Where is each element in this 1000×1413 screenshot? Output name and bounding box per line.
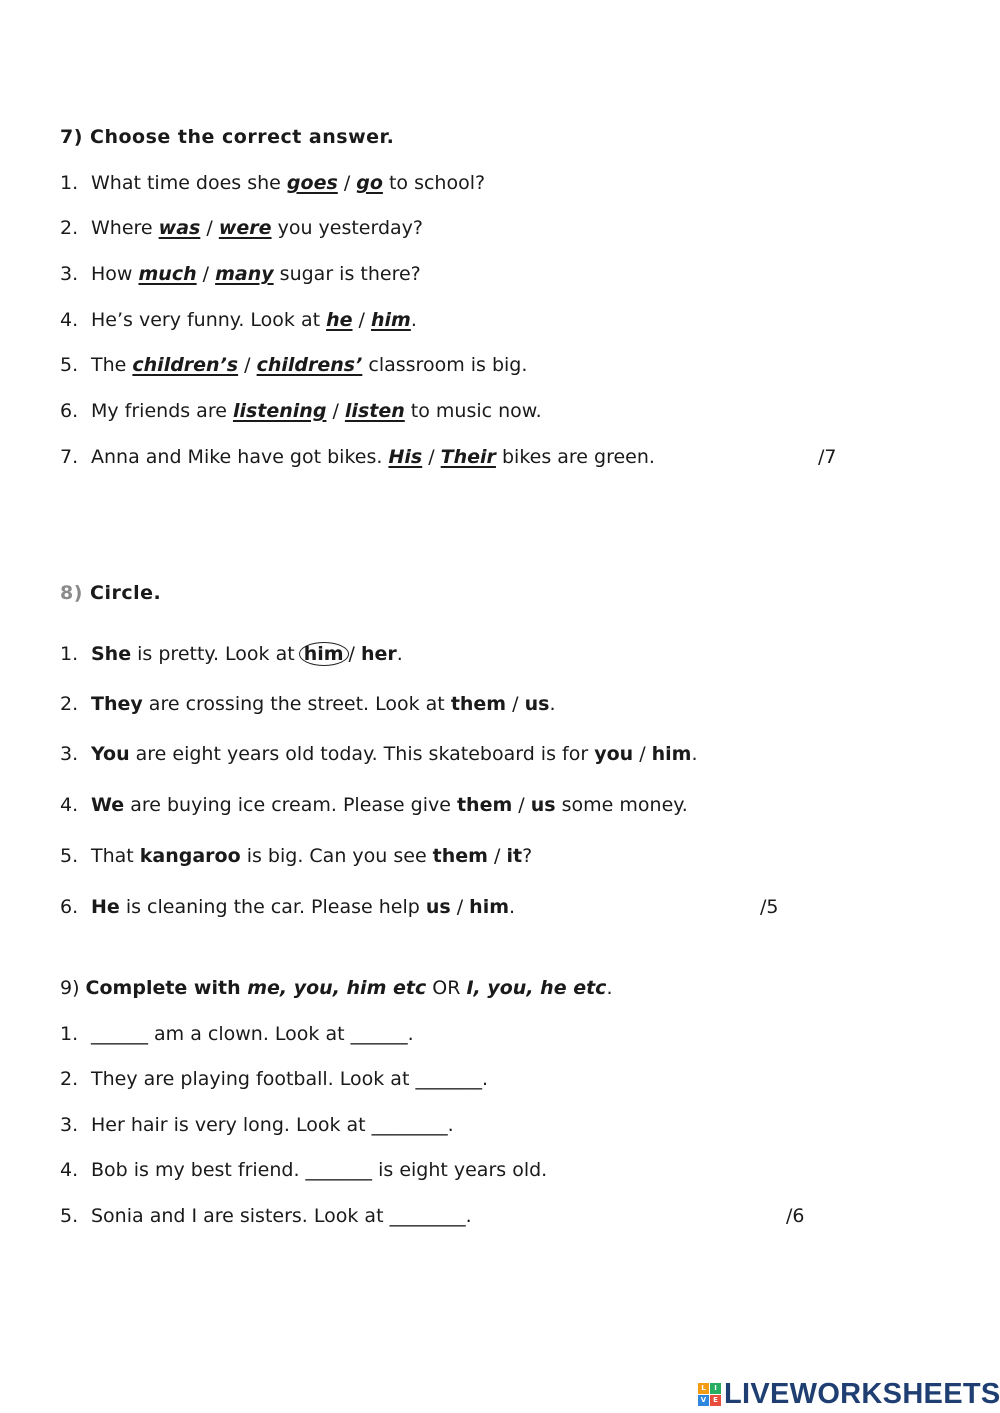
- question-number: 4.: [60, 1159, 79, 1181]
- question-text: What time does she: [91, 172, 287, 194]
- section-9-or: OR: [426, 977, 467, 999]
- answer-option-1[interactable]: much: [138, 263, 197, 285]
- question-text: The: [91, 354, 133, 376]
- fill-in-text[interactable]: They are playing football. Look at _______.: [91, 1068, 488, 1090]
- answer-option-2[interactable]: go: [356, 172, 383, 194]
- question-number: 1.: [60, 172, 79, 194]
- question-text-end: classroom is big.: [362, 354, 528, 376]
- section-9-subject-pronouns: I, you, he etc: [466, 977, 607, 999]
- answer-option-1[interactable]: was: [158, 217, 201, 239]
- question-row: [60, 691, 555, 717]
- section-8-title: Circle.: [82, 582, 162, 604]
- question-text-end: ?: [522, 845, 533, 867]
- logo-mark-square: I: [710, 1383, 721, 1394]
- choice-1[interactable]: them: [456, 794, 513, 816]
- choice-separator: /: [633, 743, 652, 765]
- question-text-end: .: [396, 643, 403, 665]
- choice-1[interactable]: you: [594, 743, 634, 765]
- choice-separator: /: [487, 845, 507, 867]
- section-7-heading: 7) Choose the correct answer.: [60, 126, 395, 148]
- question-row: [60, 398, 542, 424]
- option-separator: /: [352, 309, 371, 331]
- question-row: [60, 170, 485, 196]
- question-number: 1.: [60, 643, 79, 665]
- fill-in-row: [60, 1066, 488, 1092]
- question-number: 5.: [60, 1205, 79, 1227]
- question-number: 3.: [60, 743, 79, 765]
- answer-option-2[interactable]: were: [218, 217, 272, 239]
- question-number: 4.: [60, 309, 79, 331]
- question-prefix: That: [91, 845, 140, 867]
- question-text: is pretty. Look at: [131, 643, 301, 665]
- liveworksheets-logo: [698, 1378, 1000, 1410]
- question-number: 5.: [60, 354, 79, 376]
- answer-option-2[interactable]: many: [215, 263, 274, 285]
- question-number: 2.: [60, 693, 79, 715]
- option-separator: /: [422, 446, 441, 468]
- question-row: [60, 894, 515, 920]
- answer-option-1[interactable]: listening: [232, 400, 327, 422]
- question-row: [60, 444, 655, 470]
- option-separator: /: [326, 400, 345, 422]
- option-separator: /: [238, 354, 257, 376]
- question-number: 5.: [60, 845, 79, 867]
- option-separator: /: [196, 263, 216, 285]
- question-row: [60, 741, 698, 767]
- question-text-end: some money.: [555, 794, 688, 816]
- question-number: 6.: [60, 400, 79, 422]
- logo-text: LIVEWORKSHEETS: [724, 1377, 1000, 1410]
- question-text: are buying ice cream. Please give: [124, 794, 457, 816]
- question-row: [60, 641, 403, 667]
- question-text-end: to music now.: [404, 400, 542, 422]
- question-row: [60, 792, 688, 818]
- question-number: 7.: [60, 446, 79, 468]
- subject-word: We: [91, 794, 125, 816]
- choice-2[interactable]: us: [524, 693, 550, 715]
- question-text: Where: [91, 217, 159, 239]
- fill-in-text[interactable]: Bob is my best friend. _______ is eight years old.: [91, 1159, 548, 1181]
- logo-mark-square: E: [710, 1395, 721, 1406]
- answer-option-2[interactable]: childrens’: [256, 354, 363, 376]
- choice-2[interactable]: her: [361, 643, 397, 665]
- circled-choice-1[interactable]: him: [299, 642, 349, 666]
- answer-option-1[interactable]: children’s: [132, 354, 239, 376]
- subject-word: She: [91, 643, 132, 665]
- question-number: 3.: [60, 1114, 79, 1136]
- section-9-period: .: [606, 977, 613, 999]
- question-row: [60, 352, 527, 378]
- question-text: He’s very funny. Look at: [91, 309, 327, 331]
- choice-2[interactable]: it: [506, 845, 523, 867]
- choice-separator: /: [450, 896, 470, 918]
- choice-separator: /: [512, 794, 531, 816]
- question-text-end: .: [509, 896, 516, 918]
- subject-word: You: [91, 743, 130, 765]
- fill-in-text[interactable]: Her hair is very long. Look at ________.: [91, 1114, 454, 1136]
- answer-option-2[interactable]: him: [371, 309, 411, 331]
- section-9-number: 9): [60, 977, 86, 999]
- section-9-heading: [60, 975, 612, 1001]
- fill-in-text[interactable]: Sonia and I are sisters. Look at ________.: [91, 1205, 472, 1227]
- choice-2[interactable]: him: [469, 896, 510, 918]
- question-text: Anna and Mike have got bikes.: [91, 446, 389, 468]
- fill-in-row: [60, 1021, 414, 1047]
- section-9-object-pronouns: me, you, him etc: [247, 977, 427, 999]
- question-row: [60, 215, 423, 241]
- question-text-end: .: [549, 693, 556, 715]
- question-text: is cleaning the car. Please help: [119, 896, 426, 918]
- fill-in-row: [60, 1157, 547, 1183]
- question-number: 6.: [60, 896, 79, 918]
- question-text-end: sugar is there?: [273, 263, 421, 285]
- choice-separator: /: [348, 643, 361, 665]
- option-separator: /: [200, 217, 219, 239]
- choice-2[interactable]: him: [651, 743, 692, 765]
- question-number: 2.: [60, 217, 79, 239]
- choice-2[interactable]: us: [530, 794, 556, 816]
- logo-mark-square: L: [698, 1383, 709, 1394]
- question-text-end: .: [691, 743, 698, 765]
- question-text: My friends are: [91, 400, 233, 422]
- question-number: 4.: [60, 794, 79, 816]
- question-text: How: [91, 263, 139, 285]
- section-9-title: Complete with: [85, 977, 248, 999]
- question-row: [60, 307, 417, 333]
- question-number: 2.: [60, 1068, 79, 1090]
- logo-mark-square: V: [698, 1395, 709, 1406]
- answer-option-2[interactable]: Their: [440, 446, 496, 468]
- subject-word: He: [91, 896, 120, 918]
- question-row: [60, 843, 532, 869]
- fill-in-text[interactable]: ______ am a clown. Look at ______.: [91, 1023, 414, 1045]
- question-number: 1.: [60, 1023, 79, 1045]
- fill-in-row: [60, 1112, 454, 1138]
- choice-separator: /: [506, 693, 525, 715]
- subject-word: They: [91, 693, 143, 715]
- question-text-end: .: [410, 309, 417, 331]
- question-text: are eight years old today. This skateboard is for: [129, 743, 595, 765]
- subject-word: kangaroo: [139, 845, 241, 867]
- answer-option-2[interactable]: listen: [344, 400, 405, 422]
- answer-option-1[interactable]: he: [326, 309, 353, 331]
- option-separator: /: [337, 172, 357, 194]
- choice-1[interactable]: them: [432, 845, 488, 867]
- section-8-heading: [60, 580, 161, 606]
- section-8-number: 8): [60, 582, 83, 604]
- section-9-score: /6: [786, 1205, 805, 1227]
- answer-option-1[interactable]: goes: [286, 172, 338, 194]
- answer-option-1[interactable]: His: [388, 446, 423, 468]
- choice-1[interactable]: them: [450, 693, 507, 715]
- question-row: [60, 261, 421, 287]
- question-text-end: to school?: [382, 172, 486, 194]
- section-8-score: /5: [760, 896, 779, 918]
- question-text-end: bikes are green.: [495, 446, 655, 468]
- question-text: are crossing the street. Look at: [142, 693, 451, 715]
- logo-mark-icon: [698, 1383, 721, 1406]
- section-7-score: /7: [818, 446, 837, 468]
- question-number: 3.: [60, 263, 79, 285]
- fill-in-row: [60, 1203, 472, 1229]
- question-text: is big. Can you see: [240, 845, 433, 867]
- choice-1[interactable]: us: [425, 896, 451, 918]
- question-text-end: you yesterday?: [271, 217, 424, 239]
